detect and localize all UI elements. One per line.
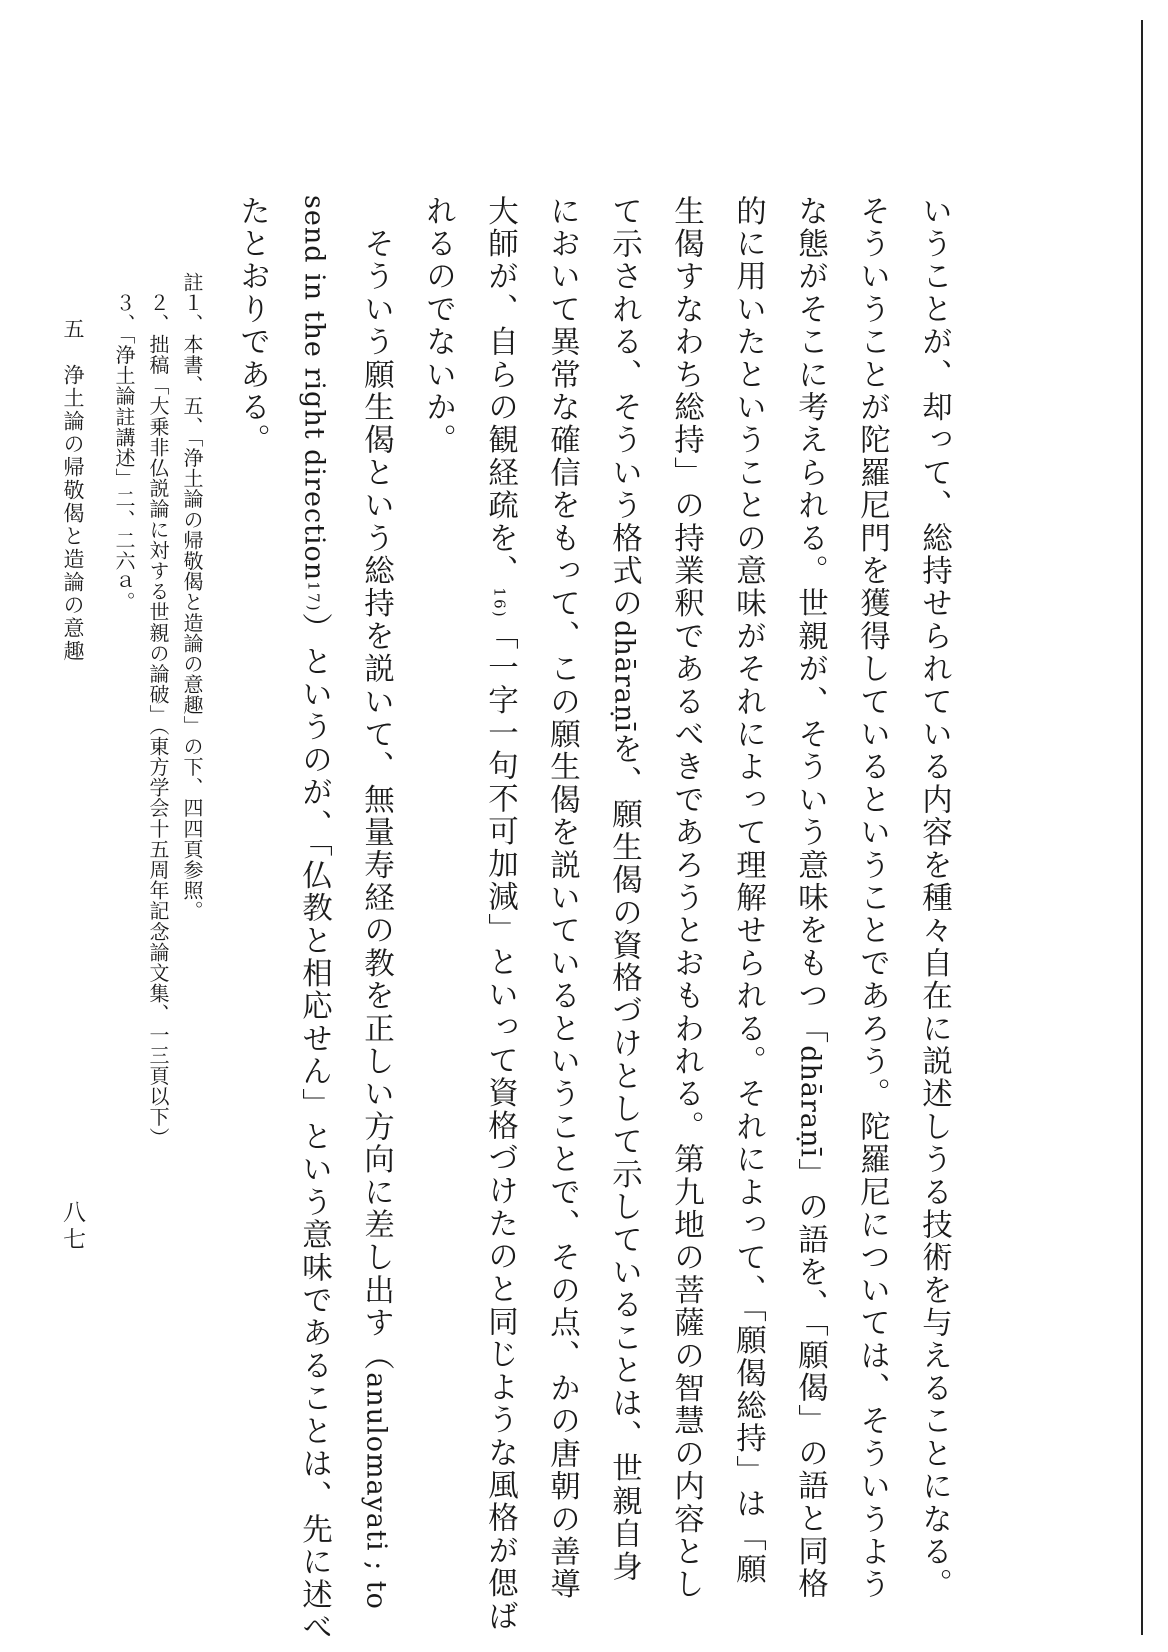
body-text: 大師が、自らの観経疏を、 xyxy=(482,195,518,588)
body-column-3 xyxy=(792,195,828,1601)
body-column-7 xyxy=(544,195,580,1602)
footnote-ref: 17) xyxy=(304,581,323,613)
body-text: 的に用いたということの意味がそれによって理解せられる。それによって、「願偈総持」は「願 xyxy=(730,195,766,1586)
body-column-12 xyxy=(234,195,270,457)
body-text: において異常な確信をもって、この願生偈を説いているということで、その点、かの唐朝の善導 xyxy=(544,195,580,1602)
body-column-8 xyxy=(482,195,518,1633)
body-text: れるのでないか。 xyxy=(420,195,456,457)
body-text: な態がそこに考えられる。世親が、そういう意味をもつ「 xyxy=(792,195,828,1046)
body-text: 「一字一句不可加減」といって資格づけたのと同じような風格が偲ば xyxy=(482,618,518,1633)
body-text: 生偈すなわち総持」の持業釈であるべきであろうとおもわれる。第九地の菩薩の智慧の内容とし xyxy=(668,195,704,1602)
body-text: いうことが、却って、総持せられている内容を種々自在に説述しうる技術を与えることになる。 xyxy=(916,195,952,1602)
body-text: 」の語を、「願偈」の語と同格 xyxy=(792,1158,828,1601)
romanized-term: send in the right direction xyxy=(298,195,330,582)
body-column-1 xyxy=(916,195,952,1602)
body-column-4 xyxy=(730,195,766,1586)
body-column-10 xyxy=(358,195,394,1610)
romanized-term: anulomayati ; to xyxy=(360,1372,392,1610)
footnote-2: ２、拙稿「大乗非仏説論に対する世親の論破」（東方学会十五周年記念論文集、一三頁以下） xyxy=(146,272,170,1148)
body-column-9 xyxy=(420,195,456,457)
footnote-3: ３、「浄土論註講述」二、二六ａ。 xyxy=(112,272,136,613)
footnote-ref: 16) xyxy=(490,587,509,619)
body-column-2 xyxy=(854,195,890,1602)
body-text: そういう願生偈という総持を説いて、無量寿経の教を正しい方向に差し出す（ xyxy=(358,195,394,1373)
romanized-term: dhāraṇī xyxy=(608,620,640,733)
body-text: て示される、そういう格式の xyxy=(606,195,642,621)
body-text: そういうことが陀羅尼門を獲得しているということであろう。陀羅尼については、そういうよう xyxy=(854,195,890,1602)
body-column-11 xyxy=(296,195,332,1644)
footnote-1: 註１、本書、五、「浄土論の帰敬偈と造論の意趣」の下、四四頁参照。 xyxy=(180,272,204,922)
running-head: 五 浄土論の帰敬偈と造論の意趣 xyxy=(61,318,85,663)
page-number: 八七 xyxy=(59,1200,85,1254)
page-edge-line xyxy=(1141,20,1143,1635)
body-column-6 xyxy=(606,195,642,1584)
body-text: を、願生偈の資格づけとして示していることは、世親自身 xyxy=(606,732,642,1584)
body-column-5 xyxy=(668,195,704,1602)
body-text: たとおりである。 xyxy=(234,195,270,457)
romanized-term: dhāraṇī xyxy=(794,1045,826,1159)
body-text: ）というのが、「仏教と相応せん」という意味であることは、先に述べ xyxy=(296,612,332,1644)
